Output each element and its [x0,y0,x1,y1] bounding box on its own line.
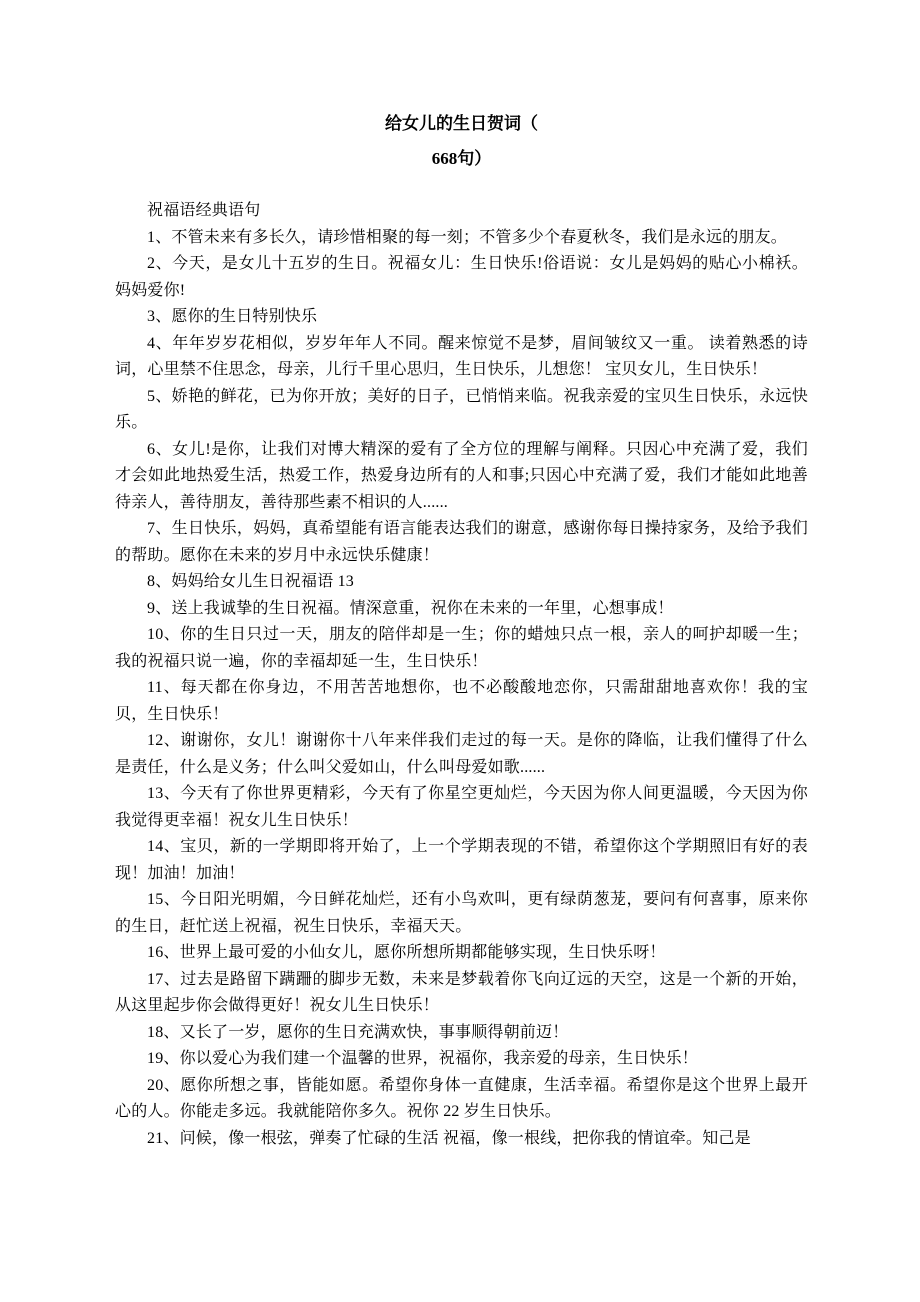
paragraph: 17、过去是路留下蹒跚的脚步无数，未来是梦载着你飞向辽远的天空，这是一个新的开始，从这里起步你会做得更好！祝女儿生日快乐！ [115,970,808,1014]
paragraph: 5、娇艳的鲜花，已为你开放；美好的日子，已悄悄来临。祝我亲爱的宝贝生日快乐，永远快乐。 [115,387,808,431]
paragraph: 11、每天都在你身边，不用苦苦地想你，也不必酸酸地恋你，只需甜甜地喜欢你！我的宝贝，生日快乐！ [115,679,808,723]
paragraph: 19、你以爱心为我们建一个温馨的世界，祝福你，我亲爱的母亲，生日快乐！ [147,1050,699,1067]
paragraph: 20、愿你所想之事，皆能如愿。希望你身体一直健康，生活幸福。希望你是这个世界上最开心的人。你能走多远。我就能陪你多久。祝你 22 岁生日快乐。 [115,1076,808,1120]
paragraph: 6、女儿!是你，让我们对博大精深的爱有了全方位的理解与阐释。只因心中充满了爱，我们才会如此地热爱生活，热爱工作，热爱身边所有的人和事;只因心中充满了爱，我们才能如此地善待亲人，善待朋友，善待那些素不相识的人...... [115,440,808,511]
paragraph: 16、世界上最可爱的小仙女儿，愿你所想所期都能够实现，生日快乐呀！ [147,944,666,961]
paragraph: 2、今天，是女儿十五岁的生日。祝福女儿：生日快乐!俗语说：女儿是妈妈的贴心小棉袄。妈妈爱你! [115,255,808,299]
paragraph: 9、送上我诚挚的生日祝福。情深意重，祝你在未来的一年里，心想事成！ [147,599,674,617]
title-line-2: 668句） [431,149,492,168]
paragraph: 21、问候，像一根弦，弹奏了忙碌的生活 祝福，像一根线，把你我的情谊牵。知己是 [147,1129,751,1147]
title-line-1: 给女儿的生日贺词（ [385,114,538,133]
paragraph: 1、不管未来有多长久，请珍惜相聚的每一刻；不管多少个春夏秋冬，我们是永远的朋友。 [147,228,788,246]
document-body [115,198,808,1152]
paragraph: 13、今天有了你世界更精彩，今天有了你星空更灿烂，今天因为你人间更温暖，今天因为你我觉得更幸福！祝女儿生日快乐！ [115,785,808,829]
paragraph: 10、你的生日只过一天，朋友的陪伴却是一生；你的蜡烛只点一根，亲人的呵护却暖一生；我的祝福只说一遍，你的幸福却延一生，生日快乐！ [115,626,808,670]
paragraph: 4、年年岁岁花相似，岁岁年年人不同。醒来惊觉不是梦，眉间皱纹又一重。 读着熟悉的诗词，心里禁不住思念，母亲，儿行千里心思归，生日快乐，儿想您！ 宝贝女儿，生日快乐！ [115,334,808,378]
paragraph: 祝福语经典语句 [147,202,261,219]
paragraph: 15、今日阳光明媚，今日鲜花灿烂，还有小鸟欢叫，更有绿荫葱茏，要问有何喜事，原来你的生日，赶忙送上祝福，祝生日快乐，幸福天天。 [115,891,808,935]
paragraph: 3、愿你的生日特别快乐 [147,308,318,325]
paragraph: 7、生日快乐，妈妈，真希望能有语言能表达我们的谢意，感谢你每日操持家务，及给予我们的帮助。愿你在未来的岁月中永远快乐健康！ [115,520,808,564]
paragraph: 12、谢谢你，女儿！谢谢你十八年来伴我们走过的每一天。是你的降临，让我们懂得了什么是责任，什么是义务；什么叫父爱如山，什么叫母爱如歌...... [115,732,808,776]
paragraph: 8、妈妈给女儿生日祝福语 13 [147,573,355,590]
paragraph: 14、宝贝，新的一学期即将开始了，上一个学期表现的不错，希望你这个学期照旧有好的表现！加油！加油！ [115,838,808,882]
paragraph: 18、又长了一岁，愿你的生日充满欢快，事事顺得朝前迈！ [147,1023,569,1041]
document-title [115,106,808,176]
